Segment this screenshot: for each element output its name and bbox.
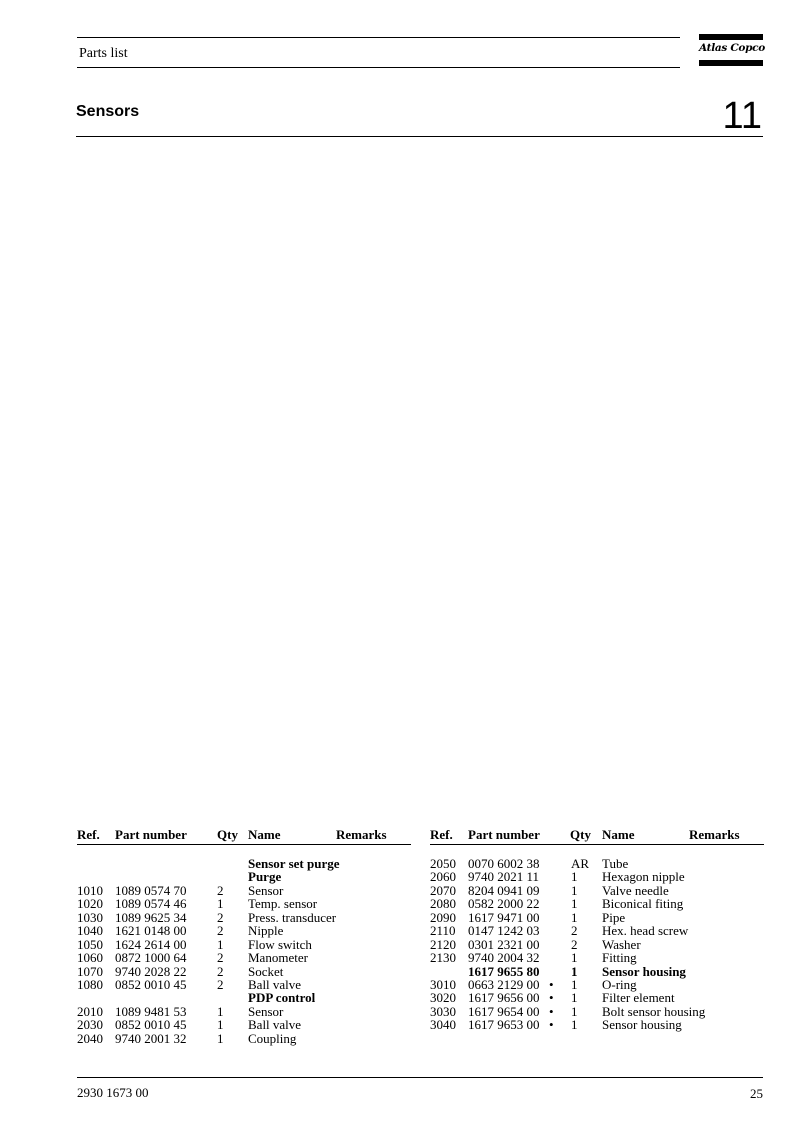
cell-ref: 1020 xyxy=(77,896,103,912)
cell-part-number: 9740 2004 32 xyxy=(468,950,540,966)
table-body xyxy=(77,857,411,1045)
cell-part-number: 1617 9655 80 xyxy=(468,963,540,979)
table-row xyxy=(77,924,411,937)
table-row xyxy=(77,965,411,978)
cell-ref: 2080 xyxy=(430,896,456,912)
table-row xyxy=(430,938,764,951)
header-label: Parts list xyxy=(79,46,128,61)
parts-table-left xyxy=(77,828,411,1045)
cell-part-number: 1089 0574 46 xyxy=(115,896,187,912)
table-row xyxy=(430,911,764,924)
cell-ref: 1070 xyxy=(77,963,103,979)
cell-name: Pipe xyxy=(602,909,626,925)
cell-qty: 1 xyxy=(571,1017,578,1033)
bullet-icon: • xyxy=(549,976,554,992)
column-header-ref: Ref. xyxy=(430,827,453,842)
cell-ref: 1060 xyxy=(77,950,103,966)
table-row xyxy=(77,1032,411,1045)
cell-part-number: 1621 0148 00 xyxy=(115,923,187,939)
cell-name: Manometer xyxy=(248,950,308,966)
cell-ref: 1040 xyxy=(77,923,103,939)
column-header-remarks: Remarks xyxy=(689,827,740,842)
cell-part-number: 1089 0574 70 xyxy=(115,882,187,898)
cell-qty: AR xyxy=(571,856,590,871)
table-row xyxy=(430,1018,764,1031)
cell-qty: 2 xyxy=(217,909,224,925)
table-body xyxy=(430,857,764,1032)
cell-ref: 3030 xyxy=(430,1003,456,1019)
cell-name: Biconical fiting xyxy=(602,896,684,912)
cell-qty: 1 xyxy=(571,1003,578,1019)
cell-part-number: 0582 2000 22 xyxy=(468,896,540,912)
cell-ref: 2010 xyxy=(77,1003,103,1019)
cell-ref: 2060 xyxy=(430,869,456,885)
header-rule-top xyxy=(77,37,680,38)
page-number: 25 xyxy=(750,1086,763,1101)
cell-part-number: 0147 1242 03 xyxy=(468,923,540,939)
cell-part-number: 1089 9625 34 xyxy=(115,909,187,925)
cell-qty: 2 xyxy=(571,936,578,952)
column-header-part-number: Part number xyxy=(115,827,187,842)
table-row xyxy=(430,965,764,978)
cell-name: Coupling xyxy=(248,1030,297,1046)
cell-ref: 2120 xyxy=(430,936,456,952)
column-header-part-number: Part number xyxy=(468,827,540,842)
cell-name: PDP control xyxy=(248,990,316,1006)
cell-qty: 2 xyxy=(571,923,578,939)
cell-name: Washer xyxy=(602,936,641,952)
table-row xyxy=(77,884,411,897)
cell-part-number: 1617 9471 00 xyxy=(468,909,540,925)
parts-table-right xyxy=(430,828,764,1032)
cell-qty: 1 xyxy=(571,990,578,1006)
cell-name: O-ring xyxy=(602,976,637,992)
cell-qty: 2 xyxy=(217,923,224,939)
table-row xyxy=(77,870,411,883)
cell-name: Filter element xyxy=(602,990,675,1006)
footer-rule xyxy=(77,1077,763,1078)
cell-part-number: 9740 2028 22 xyxy=(115,963,187,979)
table-row xyxy=(77,857,411,870)
cell-name: Hexagon nipple xyxy=(602,869,685,885)
cell-name: Fitting xyxy=(602,950,637,966)
cell-name: Nipple xyxy=(248,923,284,939)
cell-part-number: 8204 0941 09 xyxy=(468,882,540,898)
cell-name: Ball valve xyxy=(248,1017,302,1033)
cell-qty: 1 xyxy=(571,909,578,925)
cell-qty: 1 xyxy=(571,882,578,898)
bullet-icon: • xyxy=(549,1003,554,1019)
cell-qty: 1 xyxy=(571,869,578,885)
cell-qty: 2 xyxy=(217,963,224,979)
cell-name: Sensor housing xyxy=(602,1017,682,1033)
cell-part-number: 0663 2129 00 xyxy=(468,976,540,992)
cell-name: Purge xyxy=(248,869,282,885)
section-title: Sensors xyxy=(76,103,140,120)
cell-qty: 1 xyxy=(217,936,224,952)
section-number: 11 xyxy=(722,95,762,137)
cell-qty: 1 xyxy=(217,1030,224,1046)
cell-name: Flow switch xyxy=(248,936,312,952)
cell-name: Ball valve xyxy=(248,976,302,992)
table-row xyxy=(77,911,411,924)
logo-bar-top xyxy=(699,34,763,40)
cell-ref: 2110 xyxy=(430,923,456,939)
cell-name: Tube xyxy=(602,856,629,871)
cell-part-number: 1617 9656 00 xyxy=(468,990,540,1006)
atlas-copco-logo xyxy=(699,34,763,67)
cell-qty: 1 xyxy=(217,896,224,912)
table-row xyxy=(77,951,411,964)
cell-qty: 1 xyxy=(571,976,578,992)
table-row xyxy=(77,1005,411,1018)
cell-part-number: 0070 6002 38 xyxy=(468,856,540,871)
cell-ref: 1030 xyxy=(77,909,103,925)
table-row xyxy=(430,924,764,937)
logo-bar-bottom xyxy=(699,60,763,66)
cell-qty: 1 xyxy=(571,963,578,979)
document-number: 2930 1673 00 xyxy=(77,1085,149,1100)
column-header-remarks: Remarks xyxy=(336,827,387,842)
header-rule-bottom xyxy=(77,67,680,68)
cell-name: Sensor set purge xyxy=(248,856,340,871)
table-row xyxy=(430,978,764,991)
cell-qty: 1 xyxy=(217,1003,224,1019)
cell-qty: 1 xyxy=(571,950,578,966)
cell-ref: 2050 xyxy=(430,856,456,871)
table-header xyxy=(430,828,764,845)
table-row xyxy=(430,951,764,964)
cell-qty: 2 xyxy=(217,882,224,898)
cell-ref: 3040 xyxy=(430,1017,456,1033)
cell-name: Hex. head screw xyxy=(602,923,689,939)
cell-part-number: 0872 1000 64 xyxy=(115,950,187,966)
cell-ref: 2070 xyxy=(430,882,456,898)
cell-part-number: 1617 9653 00 xyxy=(468,1017,540,1033)
cell-name: Sensor xyxy=(248,1003,284,1019)
column-header-ref: Ref. xyxy=(77,827,100,842)
cell-ref: 2030 xyxy=(77,1017,103,1033)
table-row xyxy=(430,897,764,910)
cell-ref: 2090 xyxy=(430,909,456,925)
cell-name: Sensor xyxy=(248,882,284,898)
column-header-qty: Qty xyxy=(217,827,238,842)
table-row xyxy=(430,857,764,870)
table-row xyxy=(430,1005,764,1018)
cell-name: Bolt sensor housing xyxy=(602,1003,706,1019)
cell-name: Valve needle xyxy=(602,882,669,898)
cell-qty: 2 xyxy=(217,950,224,966)
cell-name: Temp. sensor xyxy=(248,896,318,912)
cell-part-number: 9740 2001 32 xyxy=(115,1030,187,1046)
cell-part-number: 0301 2321 00 xyxy=(468,936,540,952)
table-header xyxy=(77,828,411,845)
cell-part-number: 1617 9654 00 xyxy=(468,1003,540,1019)
cell-qty: 1 xyxy=(571,896,578,912)
logo-wordmark: Atlas Copco xyxy=(699,42,765,54)
cell-part-number: 0852 0010 45 xyxy=(115,1017,187,1033)
column-header-name: Name xyxy=(602,827,635,842)
table-row xyxy=(77,1018,411,1031)
cell-part-number: 0852 0010 45 xyxy=(115,976,187,992)
table-row xyxy=(430,991,764,1004)
cell-ref: 3010 xyxy=(430,976,456,992)
bullet-icon: • xyxy=(549,1017,554,1033)
table-row xyxy=(77,897,411,910)
column-header-name: Name xyxy=(248,827,281,842)
table-row xyxy=(430,870,764,883)
cell-ref: 2040 xyxy=(77,1030,103,1046)
section-title-rule xyxy=(76,136,763,137)
cell-ref: 2130 xyxy=(430,950,456,966)
table-row xyxy=(77,978,411,991)
cell-ref: 1080 xyxy=(77,976,103,992)
column-header-qty: Qty xyxy=(570,827,591,842)
cell-part-number: 1089 9481 53 xyxy=(115,1003,187,1019)
table-row xyxy=(430,884,764,897)
cell-name: Sensor housing xyxy=(602,963,686,979)
cell-name: Press. transducer xyxy=(248,909,337,925)
cell-qty: 1 xyxy=(217,1017,224,1033)
table-row xyxy=(77,991,411,1004)
table-row xyxy=(77,938,411,951)
cell-ref: 1010 xyxy=(77,882,103,898)
bullet-icon: • xyxy=(549,990,554,1006)
cell-part-number: 1624 2614 00 xyxy=(115,936,187,952)
cell-name: Socket xyxy=(248,963,284,979)
cell-ref: 1050 xyxy=(77,936,103,952)
cell-ref: 3020 xyxy=(430,990,456,1006)
cell-qty: 2 xyxy=(217,976,224,992)
cell-part-number: 9740 2021 11 xyxy=(468,869,540,885)
